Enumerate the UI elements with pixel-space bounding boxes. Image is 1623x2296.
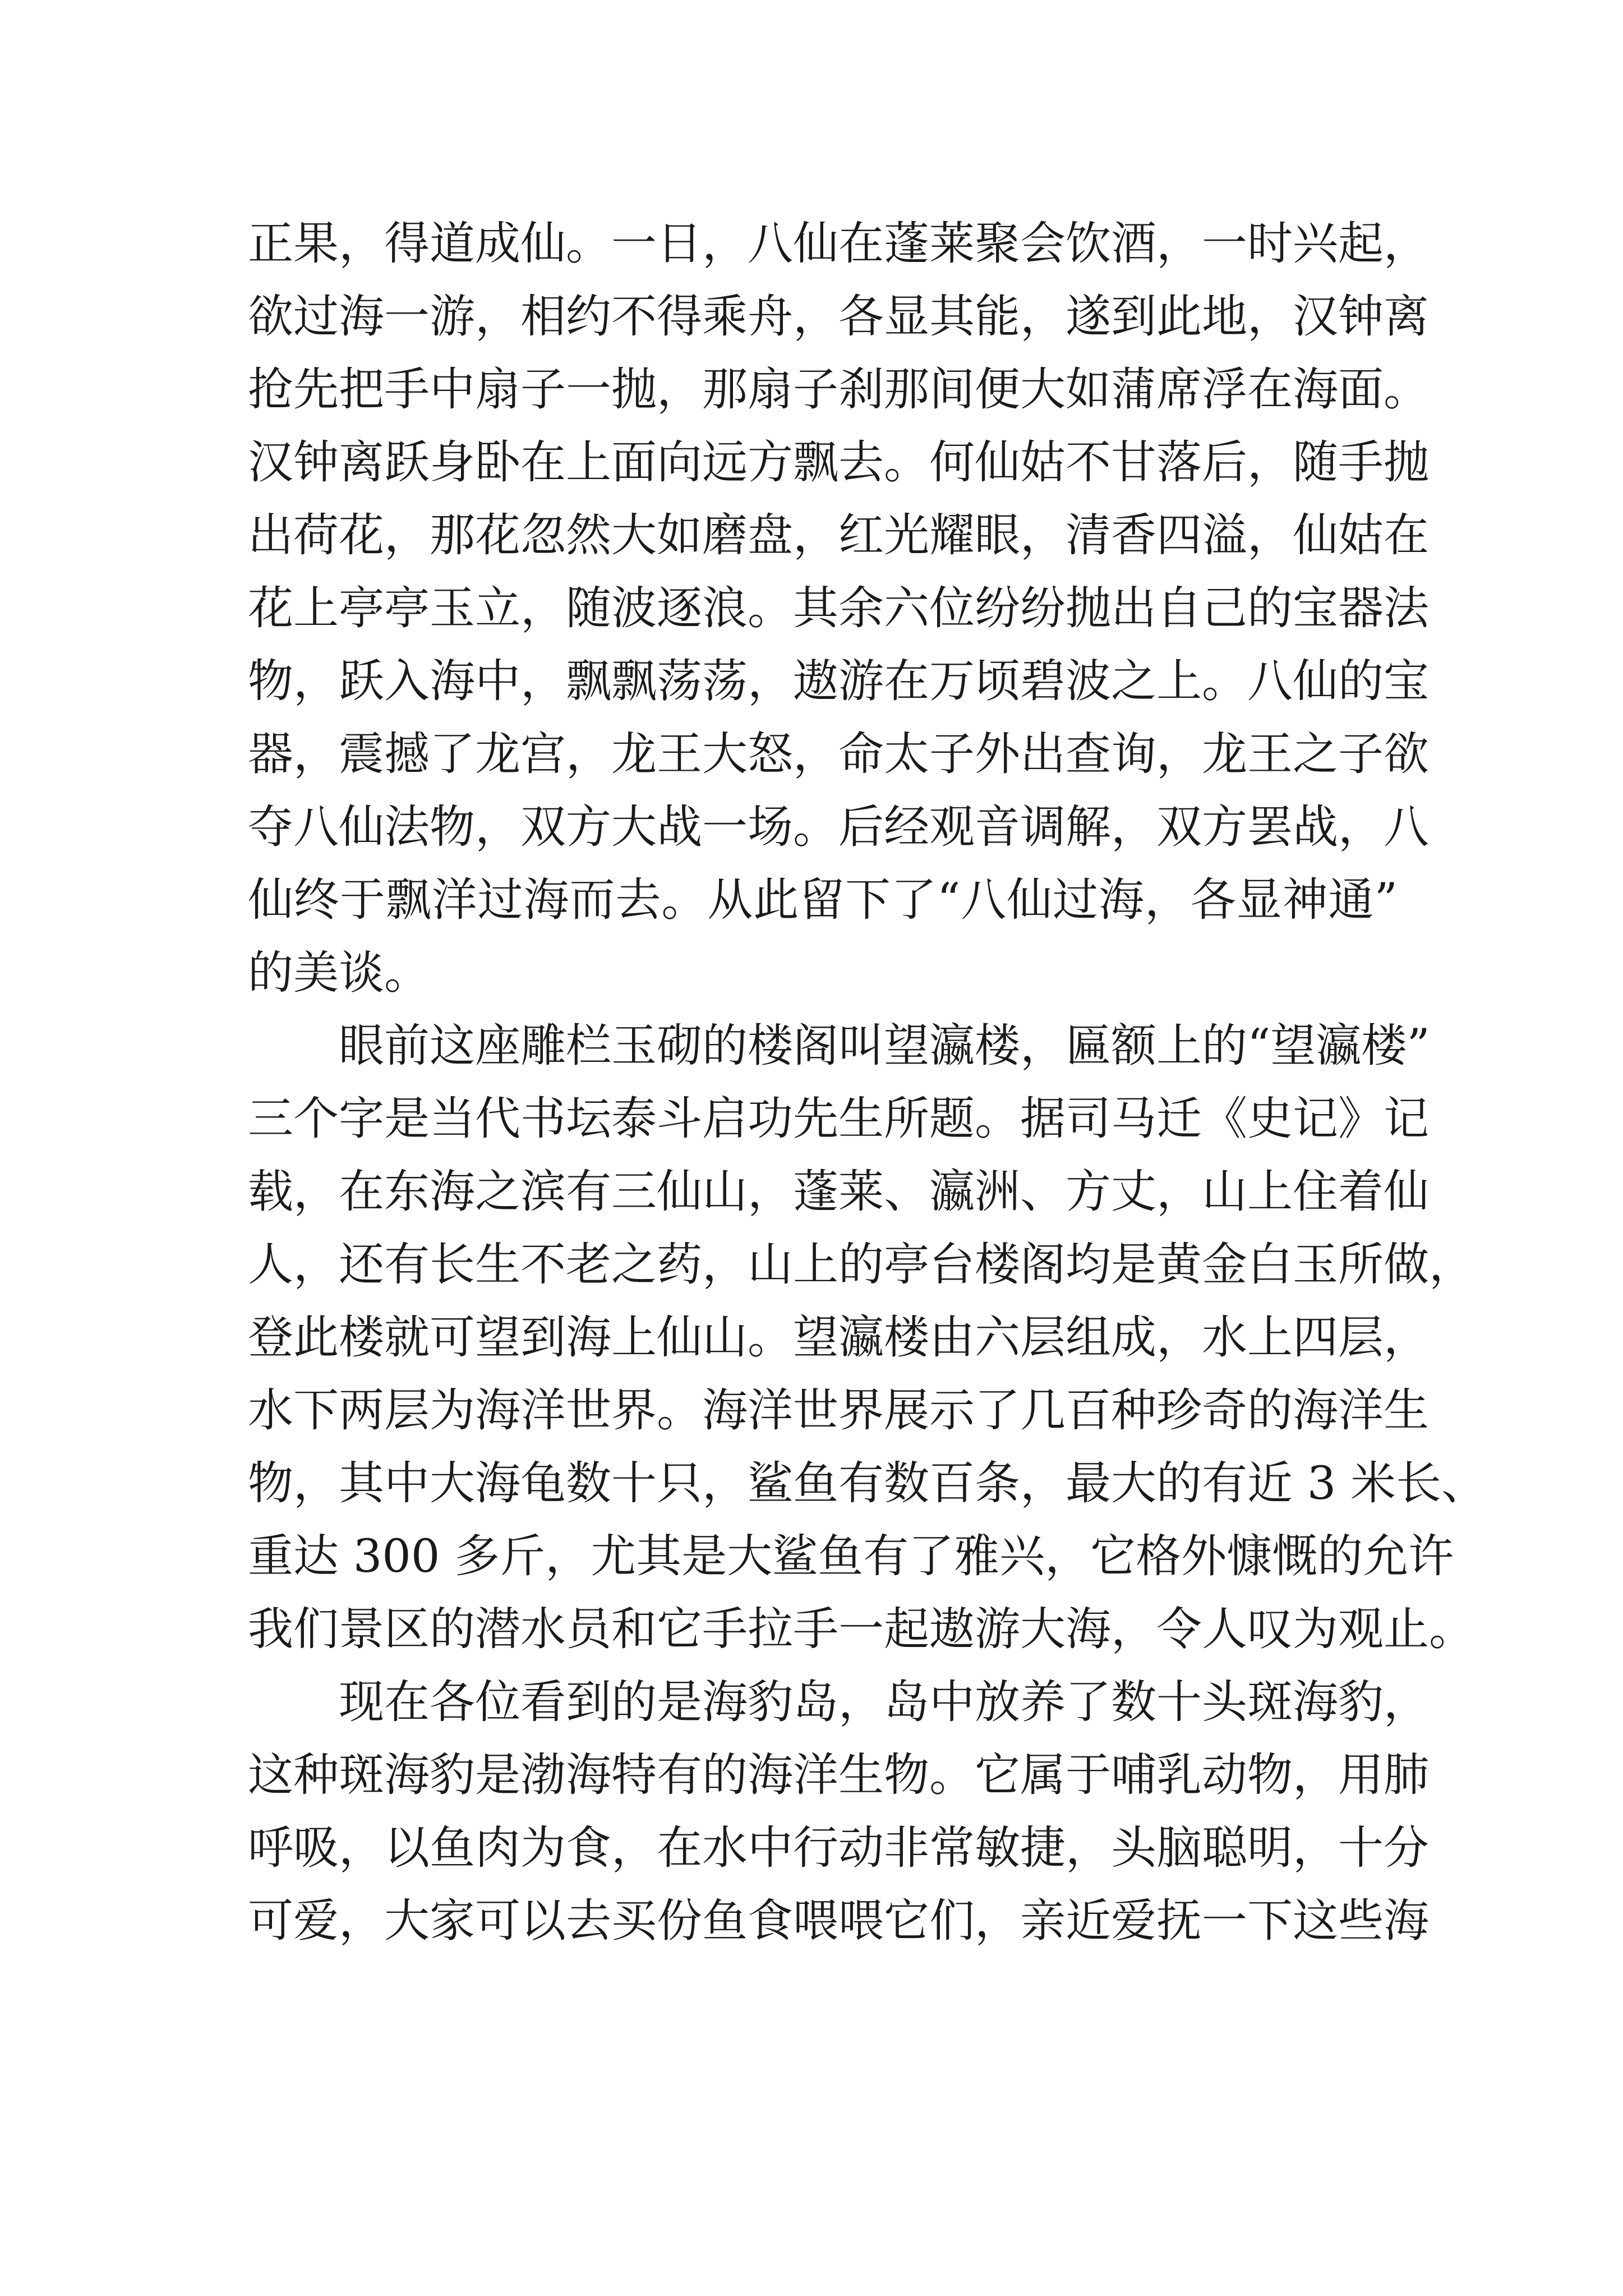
- text-line: 仙终于飘洋过海而去。从此留下了“八仙过海，各显神通”: [248, 874, 1398, 927]
- text-line: 这种斑海豹是渤海特有的海洋生物。它属于哺乳动物，用肺: [248, 1749, 1430, 1802]
- text-line: 花上亭亭玉立，随波逐浪。其余六位纷纷抛出自己的宝器法: [248, 582, 1430, 635]
- paragraph-first-line: 现在各位看到的是海豹岛，岛中放养了数十头斑海豹，: [339, 1676, 1430, 1729]
- text-line: 登此楼就可望到海上仙山。望瀛楼由六层组成，水上四层，: [248, 1312, 1430, 1364]
- text-line: 呼吸，以鱼肉为食，在水中行动非常敏捷，头脑聪明，十分: [248, 1822, 1430, 1875]
- text-line: 载，在东海之滨有三仙山，蓬莱、瀛洲、方丈，山上住着仙: [248, 1166, 1430, 1218]
- text-line: 汉钟离跃身卧在上面向远方飘去。何仙姑不甘落后，随手抛: [248, 436, 1430, 489]
- text-line: 正果，得道成仙。一日，八仙在蓬莱聚会饮酒，一时兴起，: [248, 218, 1430, 270]
- paragraph-first-line: 眼前这座雕栏玉砌的楼阁叫望瀛楼，匾额上的“望瀛楼”: [339, 1020, 1430, 1073]
- body-text: [248, 208, 1487, 1958]
- text-line: 器，震撼了龙宫，龙王大怒，命太子外出查询，龙王之子欲: [248, 728, 1430, 781]
- text-line: 物，跃入海中，飘飘荡荡，遨游在万顷碧波之上。八仙的宝: [248, 655, 1430, 708]
- text-line: 可爱，大家可以去买份鱼食喂喂它们，亲近爱抚一下这些海: [248, 1895, 1430, 1948]
- text-line: 人，还有长生不老之药，山上的亭台楼阁均是黄金白玉所做，: [248, 1239, 1475, 1291]
- text-line: 欲过海一游，相约不得乘舟，各显其能，遂到此地，汉钟离: [248, 291, 1430, 343]
- text-line: 出荷花，那花忽然大如磨盘，红光耀眼，清香四溢，仙姑在: [248, 509, 1430, 562]
- text-line: 我们景区的潜水员和它手拉手一起遨游大海，令人叹为观止。: [248, 1603, 1475, 1656]
- text-line: 三个字是当代书坛泰斗启功先生所题。据司马迁《史记》记: [248, 1093, 1430, 1145]
- text-line: 重达 300 多斤，尤其是大鲨鱼有了雅兴，它格外慷慨的允许: [248, 1530, 1454, 1583]
- text-line: 物，其中大海龟数十只，鲨鱼有数百条，最大的有近 3 米长、: [248, 1457, 1487, 1510]
- text-line: 夺八仙法物，双方大战一场。后经观音调解，双方罢战，八: [248, 801, 1430, 854]
- text-line: 水下两层为海洋世界。海洋世界展示了几百种珍奇的海洋生: [248, 1384, 1430, 1437]
- text-line: 抢先把手中扇子一抛，那扇子刹那间便大如蒲席浮在海面。: [248, 364, 1430, 416]
- text-line: 的美谈。: [248, 947, 430, 1000]
